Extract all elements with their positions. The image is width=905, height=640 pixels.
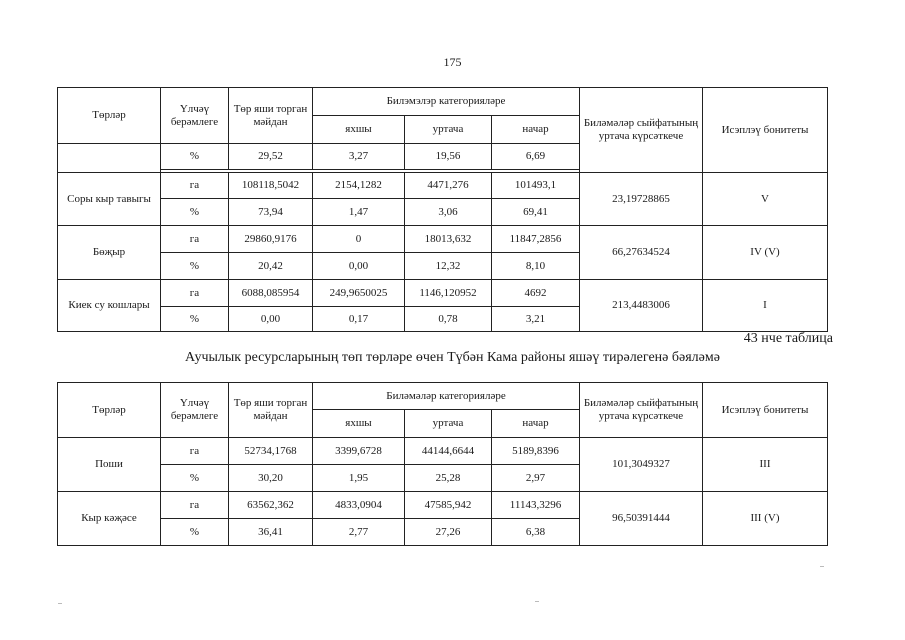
header-area: Төр яши торган мәйдан (229, 383, 313, 438)
header-quality: Биләмәләр сыйфатының уртача күрсәткече (580, 383, 703, 438)
species-name: Киек су кошлары (58, 280, 161, 332)
unit-cell: га (161, 173, 229, 199)
medium-cell: 27,26 (405, 519, 492, 546)
area-cell: 73,94 (229, 199, 313, 226)
area-cell: 6088,085954 (229, 280, 313, 307)
area-cell: 29,52 (229, 144, 313, 170)
unit-cell: га (161, 226, 229, 253)
area-cell: 0,00 (229, 307, 313, 332)
table-row (58, 173, 828, 199)
table-row (58, 226, 828, 253)
unit-cell: га (161, 492, 229, 519)
table-row (58, 280, 828, 307)
unit-cell: га (161, 438, 229, 465)
medium-cell: 25,28 (405, 465, 492, 492)
table-row (58, 438, 828, 465)
table-row (58, 492, 828, 519)
unit-cell: % (161, 519, 229, 546)
medium-cell: 3,06 (405, 199, 492, 226)
page-number: 175 (443, 55, 462, 69)
unit-cell: % (161, 199, 229, 226)
medium-cell: 44144,6644 (405, 438, 492, 465)
bonitet-cell: III (V) (703, 492, 828, 546)
area-cell: 63562,362 (229, 492, 313, 519)
header-type: Төрләр (58, 383, 161, 438)
quality-cell: 213,4483006 (580, 280, 703, 332)
poor-cell: 4692 (492, 280, 580, 307)
area-cell: 30,20 (229, 465, 313, 492)
poor-cell: 11847,2856 (492, 226, 580, 253)
area-cell: 20,42 (229, 253, 313, 280)
header-poor: начар (492, 410, 580, 438)
header-good: яхшы (313, 116, 405, 144)
bonitet-cell: III (703, 438, 828, 492)
medium-cell: 1146,120952 (405, 280, 492, 307)
table-number: 43 нче таблица (743, 331, 833, 346)
type-cell (58, 144, 161, 173)
good-cell: 2,77 (313, 519, 405, 546)
header-categories: Билэмэлэр категорияләре (313, 88, 580, 116)
good-cell: 0,17 (313, 307, 405, 332)
header-area: Төр яши торган мәйдан (229, 88, 313, 144)
area-cell: 108118,5042 (229, 173, 313, 199)
header-medium: уртача (405, 116, 492, 144)
scan-speck (535, 601, 539, 602)
unit-cell: га (161, 280, 229, 307)
habitat-table-continued (57, 87, 828, 332)
good-cell: 2154,1282 (313, 173, 405, 199)
header-bonitet: Исэплэү бонитеты (703, 383, 828, 438)
unit-cell: % (161, 253, 229, 280)
species-name: Бөҗыр (58, 226, 161, 280)
poor-cell: 101493,1 (492, 173, 580, 199)
good-cell: 0 (313, 226, 405, 253)
header-type: Төрләр (58, 88, 161, 144)
header-bonitet: Исэплэү бонитеты (703, 88, 828, 173)
header-row (58, 383, 828, 410)
unit-cell: % (161, 465, 229, 492)
species-name: Поши (58, 438, 161, 492)
poor-cell: 8,10 (492, 253, 580, 280)
medium-cell: 18013,632 (405, 226, 492, 253)
poor-cell: 11143,3296 (492, 492, 580, 519)
quality-cell: 96,50391444 (580, 492, 703, 546)
good-cell: 3,27 (313, 144, 405, 170)
area-cell: 36,41 (229, 519, 313, 546)
header-categories: Биләмәләр категорияләре (313, 383, 580, 410)
table-caption: Аучылык ресурсларының төп төрләре өчен Түбән Кама районы яшәү тирәлегенә бәяләмә (185, 350, 720, 365)
quality-cell: 101,3049327 (580, 438, 703, 492)
scan-speck (58, 603, 62, 604)
unit-cell: % (161, 307, 229, 332)
medium-cell: 19,56 (405, 144, 492, 170)
header-unit: Үлчәү берәмлеге (161, 88, 229, 144)
area-cell: 29860,9176 (229, 226, 313, 253)
header-row (58, 88, 828, 116)
quality-cell: 66,27634524 (580, 226, 703, 280)
poor-cell: 5189,8396 (492, 438, 580, 465)
bonitet-cell: I (703, 280, 828, 332)
good-cell: 0,00 (313, 253, 405, 280)
poor-cell: 2,97 (492, 465, 580, 492)
good-cell: 1,47 (313, 199, 405, 226)
header-good: яхшы (313, 410, 405, 438)
medium-cell: 0,78 (405, 307, 492, 332)
header-unit: Үлчәү берәмлеге (161, 383, 229, 438)
medium-cell: 4471,276 (405, 173, 492, 199)
good-cell: 4833,0904 (313, 492, 405, 519)
unit-cell: % (161, 144, 229, 170)
habitat-table-43 (57, 382, 828, 546)
header-medium: уртача (405, 410, 492, 438)
area-cell: 52734,1768 (229, 438, 313, 465)
quality-cell: 23,19728865 (580, 173, 703, 226)
medium-cell: 47585,942 (405, 492, 492, 519)
scan-speck (820, 566, 824, 567)
header-quality: Биләмәләр сыйфатының уртача күрсәткече (580, 88, 703, 173)
good-cell: 249,9650025 (313, 280, 405, 307)
poor-cell: 3,21 (492, 307, 580, 332)
species-name: Соры кыр тавыгы (58, 173, 161, 226)
poor-cell: 69,41 (492, 199, 580, 226)
good-cell: 1,95 (313, 465, 405, 492)
bonitet-cell: V (703, 173, 828, 226)
good-cell: 3399,6728 (313, 438, 405, 465)
poor-cell: 6,38 (492, 519, 580, 546)
bonitet-cell: IV (V) (703, 226, 828, 280)
header-poor: начар (492, 116, 580, 144)
poor-cell: 6,69 (492, 144, 580, 170)
species-name: Кыр кәҗәсе (58, 492, 161, 546)
medium-cell: 12,32 (405, 253, 492, 280)
